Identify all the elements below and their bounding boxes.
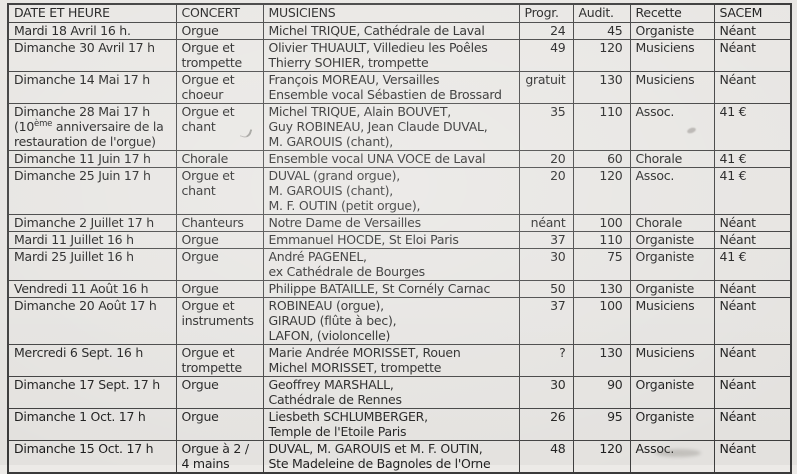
table-row xyxy=(8,232,791,249)
cell-date: Dimanche 2 Juillet 17 h xyxy=(8,215,176,232)
cell-date: Dimanche 30 Avril 17 h xyxy=(8,40,176,72)
cell-recette: Assoc. xyxy=(630,168,714,215)
cell-musiciens: André PAGENEL, ex Cathédrale de Bourges xyxy=(263,249,519,281)
cell-progr: 48 xyxy=(519,441,573,474)
cell-concert: Chanteurs xyxy=(176,215,263,232)
cell-date: Dimanche 11 Juin 17 h xyxy=(8,151,176,168)
cell-progr: 30 xyxy=(519,377,573,409)
cell-recette: Assoc. xyxy=(630,104,714,151)
cell-audit: 120 xyxy=(573,40,630,72)
table-row xyxy=(8,104,791,151)
cell-concert: Orgue xyxy=(176,249,263,281)
cell-date: Dimanche 1 Oct. 17 h xyxy=(8,409,176,441)
column-header-musiciens: MUSICIENS xyxy=(263,4,519,23)
cell-date: Dimanche 20 Août 17 h xyxy=(8,298,176,345)
cell-sacem: Néant xyxy=(714,345,791,377)
column-header-recette: Recette xyxy=(630,4,714,23)
cell-date: Vendredi 11 Août 16 h xyxy=(8,281,176,298)
table-row xyxy=(8,441,791,474)
table-body xyxy=(8,23,791,474)
column-header-date: DATE ET HEURE xyxy=(8,4,176,23)
header-row xyxy=(8,4,791,23)
cell-concert: Orgue et chant xyxy=(176,168,263,215)
cell-musiciens: François MOREAU, Versailles Ensemble vocal Sébastien de Brossard xyxy=(263,72,519,104)
cell-musiciens: Olivier THUAULT, Villedieu les Poêles Thierry SOHIER, trompette xyxy=(263,40,519,72)
cell-progr: néant xyxy=(519,215,573,232)
cell-sacem: 41 € xyxy=(714,168,791,215)
cell-recette: Chorale xyxy=(630,151,714,168)
cell-date: Dimanche 28 Mai 17 h (10ème anniversaire de la restauration de l'orgue) xyxy=(8,104,176,151)
cell-progr: ? xyxy=(519,345,573,377)
cell-concert: Orgue xyxy=(176,23,263,40)
table-row xyxy=(8,151,791,168)
cell-concert: Orgue et choeur xyxy=(176,72,263,104)
cell-audit: 95 xyxy=(573,409,630,441)
cell-audit: 130 xyxy=(573,72,630,104)
table-row xyxy=(8,23,791,40)
cell-date: Dimanche 14 Mai 17 h xyxy=(8,72,176,104)
cell-audit: 100 xyxy=(573,298,630,345)
cell-concert: Orgue et trompette xyxy=(176,40,263,72)
cell-concert: Orgue et trompette xyxy=(176,345,263,377)
cell-progr: 30 xyxy=(519,249,573,281)
cell-progr: 24 xyxy=(519,23,573,40)
cell-audit: 75 xyxy=(573,249,630,281)
cell-recette: Musiciens xyxy=(630,72,714,104)
cell-musiciens: ROBINEAU (orgue), GIRAUD (flûte à bec), LAFON, (violoncelle) xyxy=(263,298,519,345)
cell-audit: 100 xyxy=(573,215,630,232)
cell-sacem: Néant xyxy=(714,409,791,441)
table-row xyxy=(8,215,791,232)
cell-sacem: Néant xyxy=(714,377,791,409)
cell-audit: 60 xyxy=(573,151,630,168)
cell-sacem: 41 € xyxy=(714,104,791,151)
cell-musiciens: Philippe BATAILLE, St Cornély Carnac xyxy=(263,281,519,298)
cell-audit: 110 xyxy=(573,104,630,151)
cell-musiciens: Ensemble vocal UNA VOCE de Laval xyxy=(263,151,519,168)
cell-musiciens: DUVAL, M. GAROUIS et M. F. OUTIN, Ste Madeleine de Bagnoles de l'Orne xyxy=(263,441,519,474)
column-header-sacem: SACEM xyxy=(714,4,791,23)
table-row xyxy=(8,281,791,298)
cell-progr: 20 xyxy=(519,168,573,215)
cell-recette: Organiste xyxy=(630,23,714,40)
table-header xyxy=(8,4,791,23)
cell-sacem: Néant xyxy=(714,232,791,249)
table-row xyxy=(8,377,791,409)
cell-concert: Orgue xyxy=(176,409,263,441)
cell-sacem: Néant xyxy=(714,441,791,474)
table-row xyxy=(8,168,791,215)
cell-audit: 130 xyxy=(573,345,630,377)
cell-musiciens: Geoffrey MARSHALL, Cathédrale de Rennes xyxy=(263,377,519,409)
column-header-concert: CONCERT xyxy=(176,4,263,23)
cell-concert: Chorale xyxy=(176,151,263,168)
cell-sacem: Néant xyxy=(714,215,791,232)
cell-recette: Musiciens xyxy=(630,345,714,377)
cell-audit: 130 xyxy=(573,281,630,298)
table-row xyxy=(8,298,791,345)
cell-date: Mardi 11 Juillet 16 h xyxy=(8,232,176,249)
cell-date: Dimanche 25 Juin 17 h xyxy=(8,168,176,215)
cell-sacem: Néant xyxy=(714,72,791,104)
cell-sacem: 41 € xyxy=(714,249,791,281)
cell-recette: Musiciens xyxy=(630,298,714,345)
cell-date: Mercredi 6 Sept. 16 h xyxy=(8,345,176,377)
cell-audit: 45 xyxy=(573,23,630,40)
table-row xyxy=(8,409,791,441)
cell-audit: 110 xyxy=(573,232,630,249)
cell-concert: Orgue xyxy=(176,377,263,409)
cell-concert: Orgue xyxy=(176,281,263,298)
cell-date: Dimanche 17 Sept. 17 h xyxy=(8,377,176,409)
cell-sacem: Néant xyxy=(714,40,791,72)
cell-recette: Musiciens xyxy=(630,40,714,72)
table-row xyxy=(8,345,791,377)
table-row xyxy=(8,40,791,72)
cell-date: Mardi 25 Juillet 16 h xyxy=(8,249,176,281)
cell-audit: 120 xyxy=(573,168,630,215)
cell-audit: 120 xyxy=(573,441,630,474)
cell-recette: Organiste xyxy=(630,249,714,281)
cell-sacem: Néant xyxy=(714,23,791,40)
cell-progr: 50 xyxy=(519,281,573,298)
cell-progr: gratuit xyxy=(519,72,573,104)
concert-schedule-table xyxy=(7,3,792,474)
cell-progr: 35 xyxy=(519,104,573,151)
cell-recette: Organiste xyxy=(630,232,714,249)
cell-progr: 37 xyxy=(519,298,573,345)
cell-progr: 49 xyxy=(519,40,573,72)
cell-sacem: 41 € xyxy=(714,151,791,168)
cell-recette: Organiste xyxy=(630,409,714,441)
cell-progr: 20 xyxy=(519,151,573,168)
cell-musiciens: Emmanuel HOCDE, St Eloi Paris xyxy=(263,232,519,249)
cell-recette: Chorale xyxy=(630,215,714,232)
cell-concert: Orgue xyxy=(176,232,263,249)
cell-sacem: Néant xyxy=(714,298,791,345)
cell-date: Dimanche 15 Oct. 17 h xyxy=(8,441,176,474)
cell-concert: Orgue à 2 / 4 mains xyxy=(176,441,263,474)
cell-recette: Organiste xyxy=(630,377,714,409)
cell-progr: 26 xyxy=(519,409,573,441)
cell-musiciens: Liesbeth SCHLUMBERGER, Temple de l'Etoile Paris xyxy=(263,409,519,441)
cell-musiciens: Marie Andrée MORISSET, Rouen Michel MORISSET, trompette xyxy=(263,345,519,377)
column-header-audit: Audit. xyxy=(573,4,630,23)
column-header-progr: Progr. xyxy=(519,4,573,23)
cell-recette: Assoc. xyxy=(630,441,714,474)
cell-audit: 90 xyxy=(573,377,630,409)
table-row xyxy=(8,72,791,104)
cell-progr: 37 xyxy=(519,232,573,249)
cell-musiciens: Michel TRIQUE, Alain BOUVET, Guy ROBINEAU, Jean Claude DUVAL, M. GAROUIS (chant), xyxy=(263,104,519,151)
cell-date: Mardi 18 Avril 16 h. xyxy=(8,23,176,40)
cell-concert: Orgue et instruments xyxy=(176,298,263,345)
cell-concert: Orgue et chant xyxy=(176,104,263,151)
cell-musiciens: DUVAL (grand orgue), M. GAROUIS (chant), M. F. OUTIN (petit orgue), xyxy=(263,168,519,215)
cell-recette: Organiste xyxy=(630,281,714,298)
table-row xyxy=(8,249,791,281)
cell-musiciens: Notre Dame de Versailles xyxy=(263,215,519,232)
cell-sacem: Néant xyxy=(714,281,791,298)
cell-musiciens: Michel TRIQUE, Cathédrale de Laval xyxy=(263,23,519,40)
